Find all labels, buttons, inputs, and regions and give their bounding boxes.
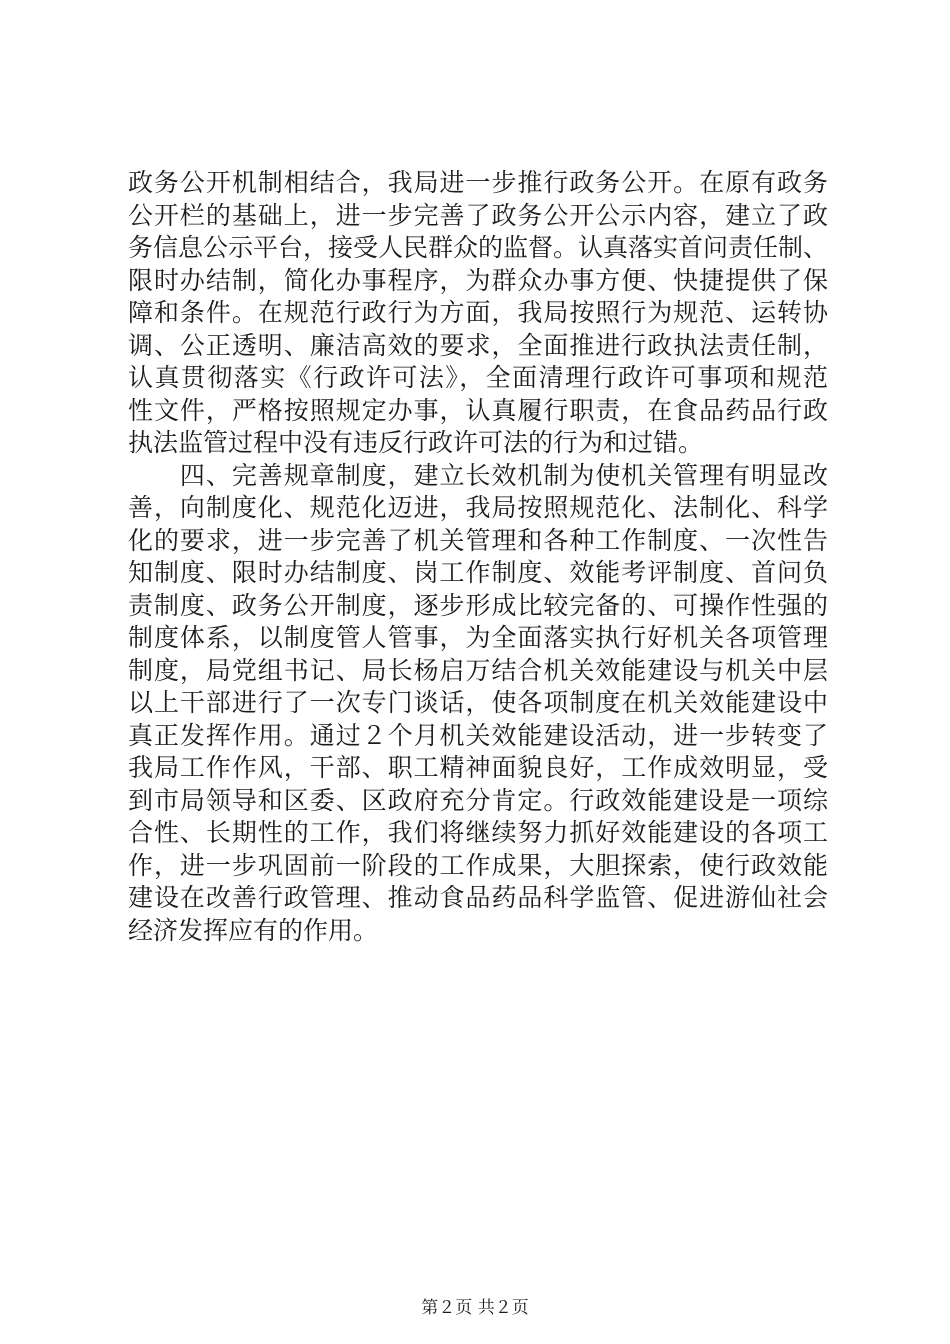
text-line: 以上干部进行了一次专门谈话，使各项制度在机关效能建设中 [128,688,828,717]
text-line: 政务公开机制相结合，我局进一步推行政务公开。在原有政务 [128,168,828,197]
text-line: 障和条件。在规范行政行为方面，我局按照行为规范、运转协 [128,298,828,327]
text-line: 限时办结制，简化办事程序，为群众办事方便、快捷提供了保 [128,265,828,295]
text-line: 真正发挥作用。通过２个月机关效能建设活动，进一步转变了 [128,720,828,750]
text-line: 责制度、政务公开制度，逐步形成比较完备的、可操作性强的 [128,590,828,620]
text-line: 执法监管过程中没有违反行政许可法的行为和过错。 [128,428,704,457]
text-line: 务信息公示平台，接受人民群众的监督。认真落实首问责任制、 [128,233,829,262]
paragraph-2 [128,460,828,948]
paragraph-1 [128,167,828,460]
text-line: 我局工作作风，干部、职工精神面貌良好，工作成效明显，受 [128,753,828,782]
text-line: 善，向制度化、规范化迈进，我局按照规范化、法制化、科学 [128,493,828,522]
text-line: 性文件，严格按照规定办事，认真履行职责，在食品药品行政 [128,395,828,425]
text-line: 合性、长期性的工作，我们将继续努力抓好效能建设的各项工 [128,818,828,847]
text-line: 到市局领导和区委、区政府充分肯定。行政效能建设是一项综 [128,785,828,815]
body-text [128,167,828,947]
text-line: 建设在改善行政管理、推动食品药品科学监管、促进游仙社会 [128,883,828,912]
text-line: 制度，局党组书记、局长杨启万结合机关效能建设与机关中层 [128,655,828,685]
text-line: 化的要求，进一步完善了机关管理和各种工作制度、一次性告 [128,525,828,555]
text-line: 经济发挥应有的作用。 [128,915,379,945]
page-footer: 第２页 共２页 [421,1298,529,1318]
text-line: 作，进一步巩固前一阶段的工作成果，大胆探索，使行政效能 [128,850,828,880]
text-line: 认真贯彻落实《行政许可法》，全面清理行政许可事项和规范 [128,363,828,392]
text-line: 知制度、限时办结制度、岗工作制度、效能考评制度、首问负 [128,558,828,587]
text-line: 四、完善规章制度，建立长效机制为使机关管理有明显改 [128,460,828,490]
text-line: 调、公正透明、廉洁高效的要求，全面推进行政执法责任制， [128,330,828,360]
text-line: 制度体系，以制度管人管事，为全面落实执行好机关各项管理 [128,623,828,652]
text-line: 公开栏的基础上，进一步完善了政务公开公示内容，建立了政 [128,200,828,230]
